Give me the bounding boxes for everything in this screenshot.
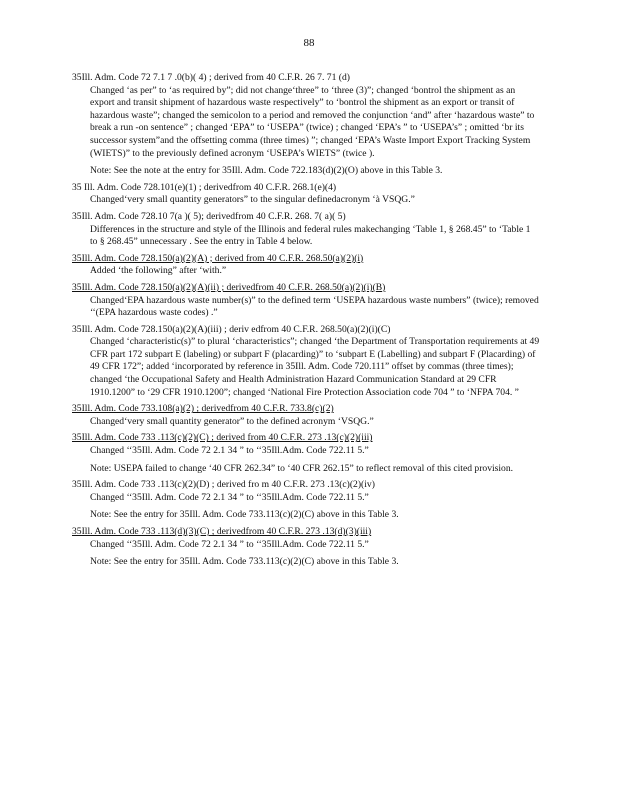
table-entry: [72, 403, 540, 428]
entry-citation: 35 Ill. Adm. Code 728.101(e)(1) ; derivedfrom 40 C.F.R. 268.1(e)(4): [72, 181, 337, 193]
entry-note: Note: See the note at the entry for 35Ill. Adm. Code 722.183(d)(2)(O) above in this Table 3.: [90, 165, 443, 177]
entry-citation: 35Ill. Adm. Code 728.150(a)(2)(A)(iii) ; deriv edfrom 40 C.F.R. 268.50(a)(2)(i)(C): [72, 323, 391, 335]
entry-change-description: Added ‘the following” after ‘with.”: [90, 265, 227, 277]
table-entry: [72, 479, 540, 522]
entry-change-description: Changed ‘‘35Ill. Adm. Code 72 2.1 34 ” to ‘‘35Ill.Adm. Code 722.11 5.”: [90, 538, 369, 550]
entry-change-description: Changed ‘‘35Ill. Adm. Code 72 2.1 34 ” to ‘‘35Ill.Adm. Code 722.11 5.”: [90, 491, 369, 503]
entry-note: Note: USEPA failed to change ‘40 CFR 262.34” to ‘40 CFR 262.15” to reflect removal of this cited provision.: [90, 462, 514, 474]
page-number: 88: [303, 37, 315, 49]
entry-citation: 35Ill. Adm. Code 733 .113(d)(3)(C) ; derivedfrom 40 C.F.R. 273 .13(d)(3)(iii): [72, 526, 372, 537]
entry-change-description: Changed‘very small quantity generator” to the defined acronym ‘VSQG.”: [90, 415, 374, 427]
table-entry: [72, 324, 540, 400]
table-entry: [72, 432, 540, 475]
entry-citation: 35Ill. Adm. Code 728.150(a)(2)(A) ; derived from 40 C.F.R. 268.50(a)(2)(i): [72, 252, 364, 264]
table-entry: [72, 182, 540, 207]
entry-change-description: Changed ‘characteristic(s)” to plural ‘characteristics”; changed ‘the Department of Transportation requirements at 49 CFR part 172 subpart E (labeling) or subpart F (placarding)” to ‘subpart E (Labelling) and subpart F (Placarding) of 49 CFR 172”; added ‘incorporated by reference in 35Ill. Adm. Code 720.111” offset by commas (three times); changed ‘the Occupational Safety and Health Administration Hazard Communication Standard at 29 CFR 1910.1200” to ‘29 CFR 1910.1200”; changed ‘National Fire Protection Association code 704 ” to ‘NFPA 704. ”: [90, 336, 540, 398]
entry-citation: 35Ill. Adm. Code 733 .113(c)(2)(C) ; derived from 40 C.F.R. 273 .13(c)(2)(iii): [72, 432, 373, 444]
entry-change-description: Changed‘very small quantity generators” to the singular definedacronym ‘à VSQG.”: [90, 194, 415, 206]
table-entry: [72, 253, 540, 278]
table-entry: [72, 211, 540, 249]
entry-note: Note: See the entry for 35Ill. Adm. Code 733.113(c)(2)(C) above in this Table 3.: [90, 509, 399, 521]
entry-change-description: Changed ‘as per” to ‘as required by”; did not change‘three” to ‘three (3)”; changed ‘bontrol the shipment as an export and transit shipment of hazardous waste respectively” to ‘bontrol the shipment as an export or transit of hazardous waste”; changed the semicolon to a period and removed the conjunction ‘and” after ‘hazardous waste” to break a run -on sentence” ; changed ‘EPA” to ‘USEPA” (twice) ; changed ‘EPA’s ” to ‘USEPA’s” ; omitted ‘br its successor system”and the offsetting comma (three times) ”; changed ‘EPA’s Waste Import Export Tracking System (WIETS)” to the previously defined acronym ‘USEPA’s WIETS” (twice ).: [90, 84, 535, 159]
entry-citation: 35Ill. Adm. Code 728.150(a)(2)(A)(ii) ; derivedfrom 40 C.F.R. 268.50(a)(2)(i)(B): [72, 281, 386, 293]
entry-change-description: Differences in the structure and style of the Illinois and federal rules makechanging ‘Table 1, § 268.45” to ‘Table 1 to § 268.45” unnecessary . See the entry in Table 4 below.: [90, 223, 531, 248]
entry-change-description: Changed‘EPA hazardous waste number(s)” to the defined term ‘USEPA hazardous waste numbers” (twice); removed ‘‘(EPA hazardous waste codes) .”: [90, 294, 539, 319]
entry-citation: 35Ill. Adm. Code 733 .113(c)(2)(D) ; derived fro m 40 C.F.R. 273 .13(c)(2)(iv): [72, 479, 375, 491]
entry-citation: 35Ill. Adm. Code 72 7.1 7 .0(b)( 4) ; derived from 40 C.F.R. 26 7. 71 (d): [72, 72, 350, 83]
entry-citation: 35Ill. Adm. Code 728.10 7(a )( 5); derivedfrom 40 C.F.R. 268. 7( a)( 5): [72, 210, 346, 222]
entry-citation: 35Ill. Adm. Code 733.108(a)(2) ; derivedfrom 40 C.F.R. 733.8(c)(2): [72, 403, 334, 415]
table-entry: [72, 282, 540, 320]
document-body: [72, 72, 540, 573]
entry-note: Note: See the entry for 35Ill. Adm. Code 733.113(c)(2)(C) above in this Table 3.: [90, 556, 399, 568]
table-entry: [72, 72, 540, 178]
table-entry: [72, 526, 540, 569]
entry-change-description: Changed ‘‘35Ill. Adm. Code 72 2.1 34 ” to ‘‘35Ill.Adm. Code 722.11 5.”: [90, 445, 369, 457]
